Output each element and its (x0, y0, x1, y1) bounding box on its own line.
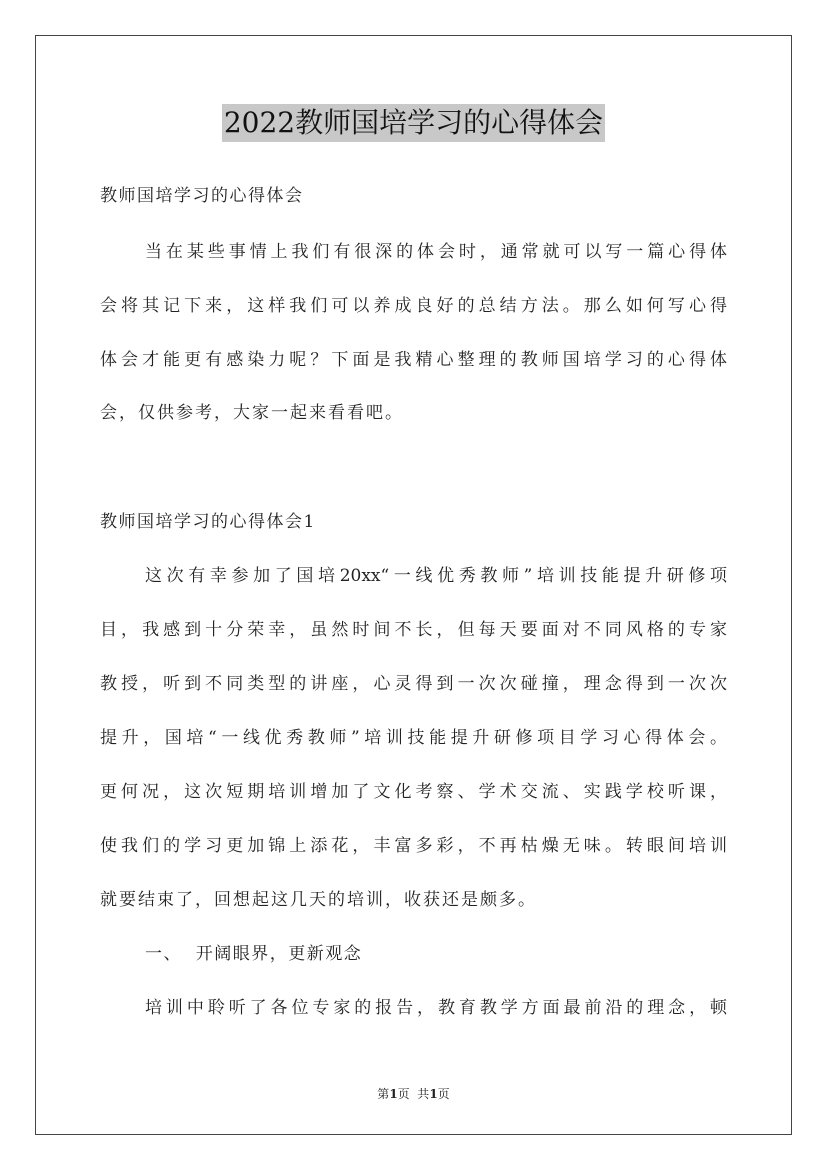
section-heading: 教师国培学习的心得体会1 (100, 512, 316, 532)
intro-line-4: 会，仅供参考，大家一起来看看吧。 (100, 403, 404, 423)
footer-page-total: 1 (429, 1087, 438, 1101)
page-footer (0, 1085, 827, 1102)
intro-line-3: 体会才能更有感染力呢？下面是我精心整理的教师国培学习的心得体 (100, 350, 727, 370)
footer-suffix: 页 (437, 1087, 450, 1101)
section-line-1: 这次有幸参加了国培20xx“一线优秀教师”培训技能提升研修项 (145, 566, 727, 586)
title-block (0, 104, 827, 142)
footer-prefix: 第 (377, 1087, 390, 1101)
point-heading: 一、 开阔眼界，更新观念 (145, 944, 363, 964)
section-line-3: 教授，听到不同类型的讲座，心灵得到一次次碰撞，理念得到一次次 (100, 674, 727, 694)
section-line-5: 更何况，这次短期培训增加了文化考察、学术交流、实践学校听课， (100, 782, 727, 802)
footer-page-number: 1 (389, 1087, 398, 1101)
document-title: 2022教师国培学习的心得体会 (222, 104, 605, 142)
intro-line-2: 会将其记下来，这样我们可以养成良好的总结方法。那么如何写心得 (100, 296, 727, 316)
section-line-6: 使我们的学习更加锦上添花，丰富多彩，不再枯燥无味。转眼间培训 (100, 836, 727, 856)
last-line: 培训中聆听了各位专家的报告，教育教学方面最前沿的理念，顿 (145, 998, 727, 1018)
footer-mid: 页 共 (397, 1087, 430, 1101)
subtitle: 教师国培学习的心得体会 (100, 186, 304, 206)
intro-line-1: 当在某些事情上我们有很深的体会时，通常就可以写一篇心得体 (145, 242, 727, 262)
section-line-4: 提升，国培“一线优秀教师”培训技能提升研修项目学习心得体会。 (100, 728, 727, 748)
section-line-7: 就要结束了，回想起这几天的培训，收获还是颇多。 (100, 890, 537, 910)
section-line-2: 目，我感到十分荣幸，虽然时间不长，但每天要面对不同风格的专家 (100, 620, 727, 640)
